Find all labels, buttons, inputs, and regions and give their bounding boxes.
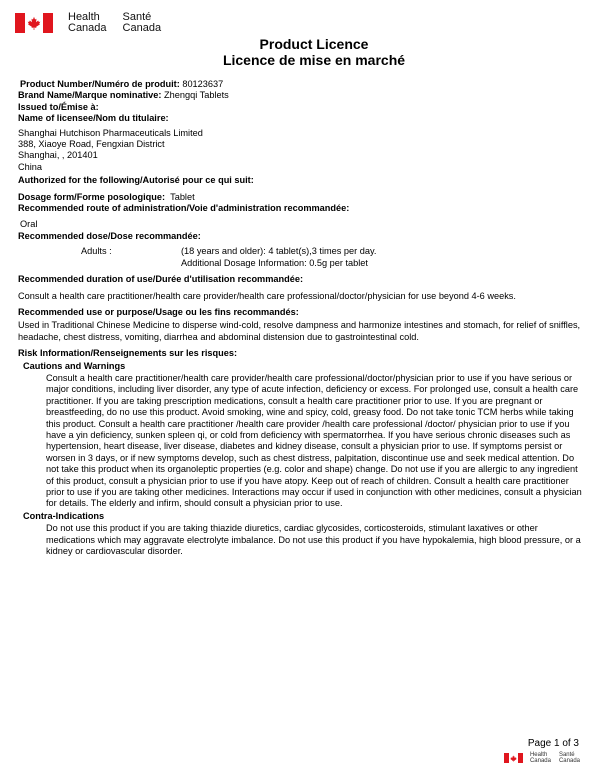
document-title-en: Product Licence bbox=[259, 36, 369, 52]
brand-name-value: Zhengqi Tablets bbox=[164, 90, 229, 101]
licensee-address bbox=[18, 128, 583, 174]
use-label: Recommended use or purpose/Usage ou les fins recommandés: bbox=[18, 306, 299, 317]
canada-flag-icon bbox=[15, 13, 53, 33]
cautions-text: Consult a health care practitioner/health care provider/health care professional/doctor/physician prior to use if you have serious or major conditions, including liver disorder, any type of acute infection, deficiency or excess. For prolonged use, consult a health care practitioner. If you are taking prescription medications, consult a health care practitioner prior to use. If you are pregnant or breastfeeding, do no use this product. Avoid smoking, wine and spicy, cold, greasy food. Do not take tonic TCM herbs while taking this product. Consult a health care practitioner /health care provider /health care professional /doctor/ physician prior to use if you have a yin deficiency, sunken spleen qi, or cold from deficiency with spermatorrhea. If you have serious chronic diseases such as hypertension, heart disease, liver disease, diabetes and kidney disease, consult a physician prior to use. If symptoms persist or worsen in 3 days, or if new symptoms develop, such as chest distress, palpitation, discontinue use and seek medical attention. Do not take this product when its organoleptic properties (e.g. color and shape) change. Do not use if you are allergic to any ingredient of this product, consult a physician prior to use if you have atopy. Keep out of reach of children. Consult a health care practitioner prior to use if you are taking other medicines. Interactions may occur if used in conjunction with other medicines, consult a physician for details. The elderly and infirm, should consult a physician prior to use. bbox=[46, 372, 582, 509]
licensee-address-line: Shanghai, , 201401 bbox=[18, 150, 98, 161]
document-title-fr: Licence de mise en marché bbox=[222, 52, 406, 68]
licensee-address-line: 388, Xiaoye Road, Fengxian District bbox=[18, 139, 165, 150]
issued-to-label: Issued to/Émise à: bbox=[18, 101, 99, 112]
dose-entry bbox=[18, 246, 583, 269]
health-canada-logo bbox=[15, 12, 161, 34]
health-canada-footer-logo bbox=[504, 752, 580, 764]
footer-agency-fr-line1: Santé bbox=[558, 752, 575, 758]
agency-name-fr-line1: Santé bbox=[122, 11, 152, 23]
use-value: Used in Traditional Chinese Medicine to disperse wind-cold, resolve dampness and harmonize intestines and stomach, for relief of sniffles, headache, chest distress, vomiting, diarrhea and abdominal distension due to gastrointestinal cold. bbox=[18, 320, 581, 342]
product-number-label: Product Number/Numéro de produit: bbox=[20, 79, 180, 89]
agency-name-en-line1: Health bbox=[68, 11, 100, 23]
licensee-address-line: Shanghai Hutchison Pharmaceuticals Limited bbox=[18, 127, 203, 138]
footer-agency-fr-line2: Canada bbox=[558, 758, 580, 764]
licence-body bbox=[18, 79, 583, 557]
dose-label: Recommended dose/Dose recommandée: bbox=[18, 230, 201, 241]
duration-value: Consult a health care practitioner/health care provider/health care professional/doctor/physician for use beyond 4-6 weeks. bbox=[18, 290, 516, 301]
dosage-form-value: Tablet bbox=[170, 191, 195, 202]
risk-label: Risk Information/Renseignements sur les risques: bbox=[18, 348, 238, 359]
cautions-heading: Cautions and Warnings bbox=[23, 360, 126, 371]
brand-name-row bbox=[18, 90, 583, 101]
product-number-value: 80123637 bbox=[182, 79, 224, 89]
route-label: Recommended route of administration/Voie d'administration recommandée: bbox=[18, 203, 350, 214]
agency-name-fr-line2: Canada bbox=[122, 22, 162, 34]
dosage-form-row bbox=[18, 192, 583, 203]
dose-detail: (18 years and older): 4 tablet(s),3 times per day. bbox=[181, 246, 377, 257]
dosage-form-label: Dosage form/Forme posologique: bbox=[18, 191, 166, 202]
page-number: Page 1 of 3 bbox=[527, 738, 579, 749]
dose-population: Adults : bbox=[81, 246, 112, 257]
duration-label: Recommended duration of use/Durée d'utilisation recommandée: bbox=[18, 274, 304, 285]
contra-indications-text: Do not use this product if you are taking thiazide diuretics, cardiac glycosides, corticosteroids, stimulant laxatives or other medications which may aggravate electrolyte imbalance. Do not use this product if you have hypokalemia, high blood pressure, or a kidney or cardiovascular disorder. bbox=[46, 523, 581, 557]
canada-flag-icon bbox=[504, 753, 523, 763]
brand-name-label: Brand Name/Marque nominative: bbox=[18, 90, 162, 101]
licensee-label: Name of licensee/Nom du titulaire: bbox=[18, 113, 169, 124]
licensee-address-line: China bbox=[18, 161, 43, 172]
footer-agency-en-line2: Canada bbox=[529, 758, 551, 764]
agency-name-en-line2: Canada bbox=[68, 22, 107, 34]
product-number-row bbox=[18, 79, 583, 90]
contra-indications-heading: Contra-Indications bbox=[23, 510, 105, 521]
authorized-label: Authorized for the following/Autorisé pour ce qui suit: bbox=[18, 175, 254, 186]
route-value: Oral bbox=[20, 219, 38, 230]
footer-agency-en-line1: Health bbox=[529, 752, 548, 758]
dose-detail: Additional Dosage Information: 0.5g per tablet bbox=[181, 257, 368, 268]
